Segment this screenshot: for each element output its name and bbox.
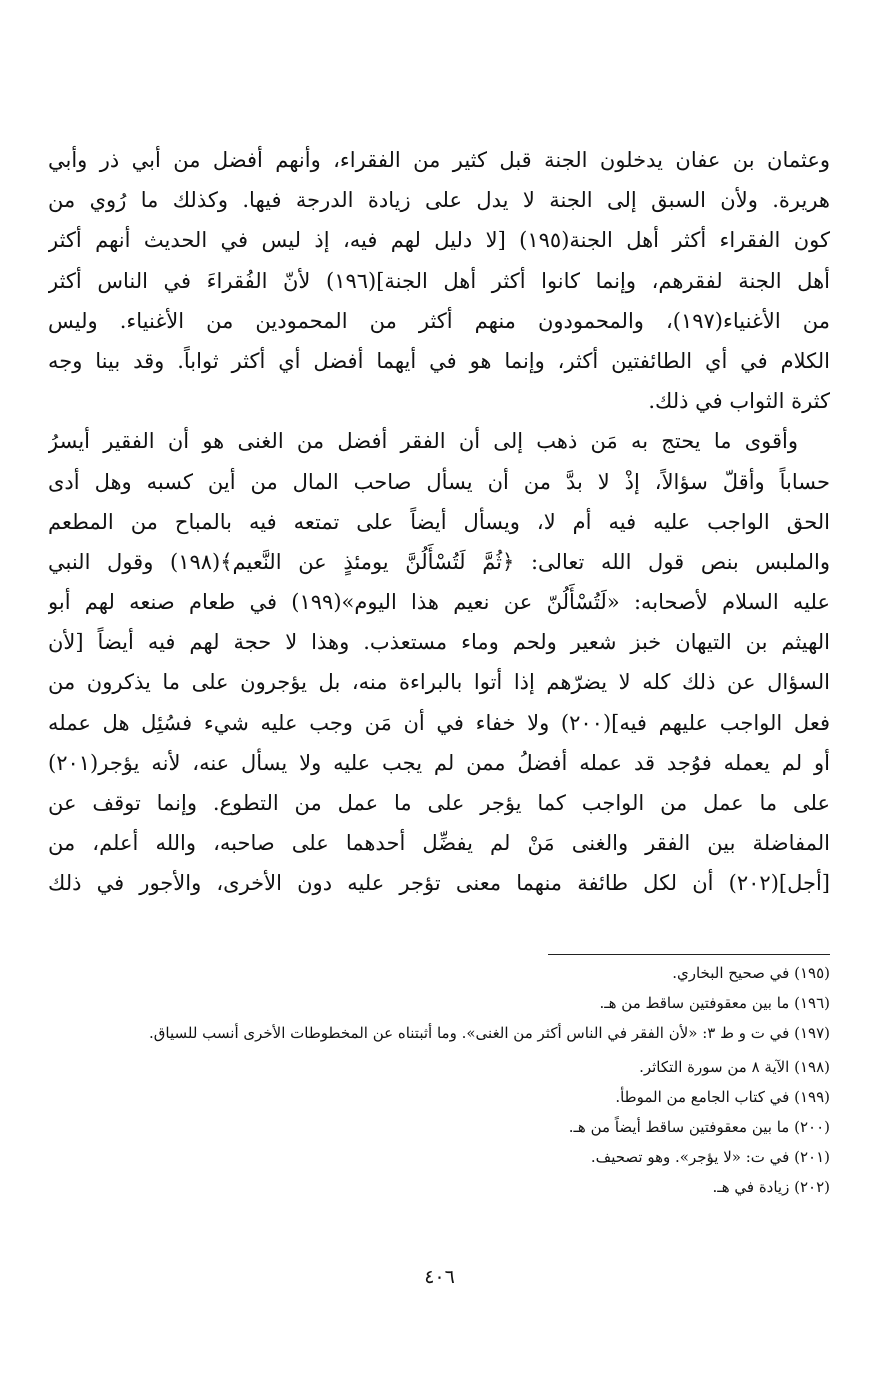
page-number: ٤٠٦ <box>424 1266 455 1288</box>
footnote: (١٩٦) ما بين معقوفتين ساقط من هـ. <box>599 994 830 1012</box>
text-line: وأقوى ما يحتج به مَن ذهب إلى أن الفقر أفضل من الغنى هو أن الفقير أيسرُ <box>48 429 798 454</box>
footnote: (٢٠١) في ت: «لا يؤجر». وهو تصحيف. <box>590 1148 830 1166</box>
footnote: (١٩٧) في ت و ط ٣: «لأن الفقر في الناس أكثر من الغنى». وما أثبتناه عن المخطوطات الأخرى أنسب للسياق. <box>148 1024 830 1042</box>
text-line: على ما عمل من الواجب كما يؤجر على ما عمل من التطوع. وإنما توقف عن <box>48 791 830 815</box>
text-line: حساباً وأقلّ سؤالاً، إذْ لا بدَّ من أن يسأل صاحب المال من أين كسبه وهل أدى <box>48 469 830 494</box>
footnote-separator <box>548 954 830 955</box>
text-line: فعل الواجب عليهم فيه](٢٠٠) ولا خفاء في أن مَن وجب عليه شيء فسُئِل هل عمله <box>48 710 830 735</box>
footnote: (١٩٥) في صحيح البخاري. <box>672 964 830 982</box>
text-line: كون الفقراء أكثر أهل الجنة(١٩٥) [لا دليل لهم فيه، إذ ليس في الحديث أنهم أكثر <box>48 228 830 253</box>
text-line: والملبس بنص قول الله تعالى: ﴿ثُمَّ لَتُسْأَلُنَّ يومئذٍ عن النَّعيم﴾(١٩٨) وقول النبي <box>48 549 830 574</box>
footnote: (٢٠٢) زيادة في هـ. <box>712 1178 830 1196</box>
text-line: أهل الجنة لفقرهم، وإنما كانوا أكثر أهل الجنة](١٩٦) لأنّ الفُقراءَ في الناس أكثر <box>48 268 830 293</box>
text-line: الكلام في أي الطائفتين أكثر، وإنما هو في أيهما أفضل أي أكثر ثواباً. وقد بينا وجه <box>48 348 830 373</box>
text-line: وعثمان بن عفان يدخلون الجنة قبل كثير من الفقراء، وأنهم أفضل من أبي ذر وأبي <box>48 148 830 172</box>
footnote: (١٩٩) في كتاب الجامع من الموطأ. <box>615 1088 830 1106</box>
text-line: السؤال عن ذلك كله لا يضرّهم إذا أتوا بالبراءة منه، بل يؤجرون على ما يذكرون من <box>48 670 830 695</box>
text-line: الحق الواجب عليه فيه أم لا، ويسأل أيضاً على تمتعه فيه بالمباح من المطعم <box>48 509 830 534</box>
text-line: أو لم يعمله فوُجد قد عمله أفضلُ ممن لم يجب عليه ولا يسأل عنه، لأنه يؤجر(٢٠١) <box>48 750 830 775</box>
text-line: كثرة الثواب في ذلك. <box>648 389 830 414</box>
footnote: (١٩٨) الآية ٨ من سورة التكاثر. <box>639 1058 830 1076</box>
text-line: المفاضلة بين الفقر والغنى مَنْ لم يفضِّل أحدهما على صاحبه، والله أعلم، من <box>48 831 830 856</box>
text-line: [أجل](٢٠٢) أن لكل طائفة منهما معنى تؤجر عليه دون الأخرى، والأجور في ذلك <box>48 871 830 896</box>
text-line: هريرة. ولأن السبق إلى الجنة لا يدل على زيادة الدرجة فيها. وكذلك ما رُوي من <box>48 188 830 213</box>
main-text-block <box>48 140 830 904</box>
text-line: من الأغنياء(١٩٧)، والمحمودون منهم أكثر من المحمودين من الأغنياء. وليس <box>48 308 830 333</box>
footnote: (٢٠٠) ما بين معقوفتين ساقط أيضاً من هـ. <box>568 1118 830 1136</box>
text-line: عليه السلام لأصحابه: «لَتُسْأَلُنّ عن نعيم هذا اليوم»(١٩٩) في طعام صنعه لهم أبو <box>48 590 830 615</box>
text-line: الهيثم بن التيهان خبز شعير ولحم وماء مستعذب. وهذا لا حجة لهم فيه أيضاً [لأن <box>48 630 830 655</box>
footnotes <box>48 958 830 1202</box>
